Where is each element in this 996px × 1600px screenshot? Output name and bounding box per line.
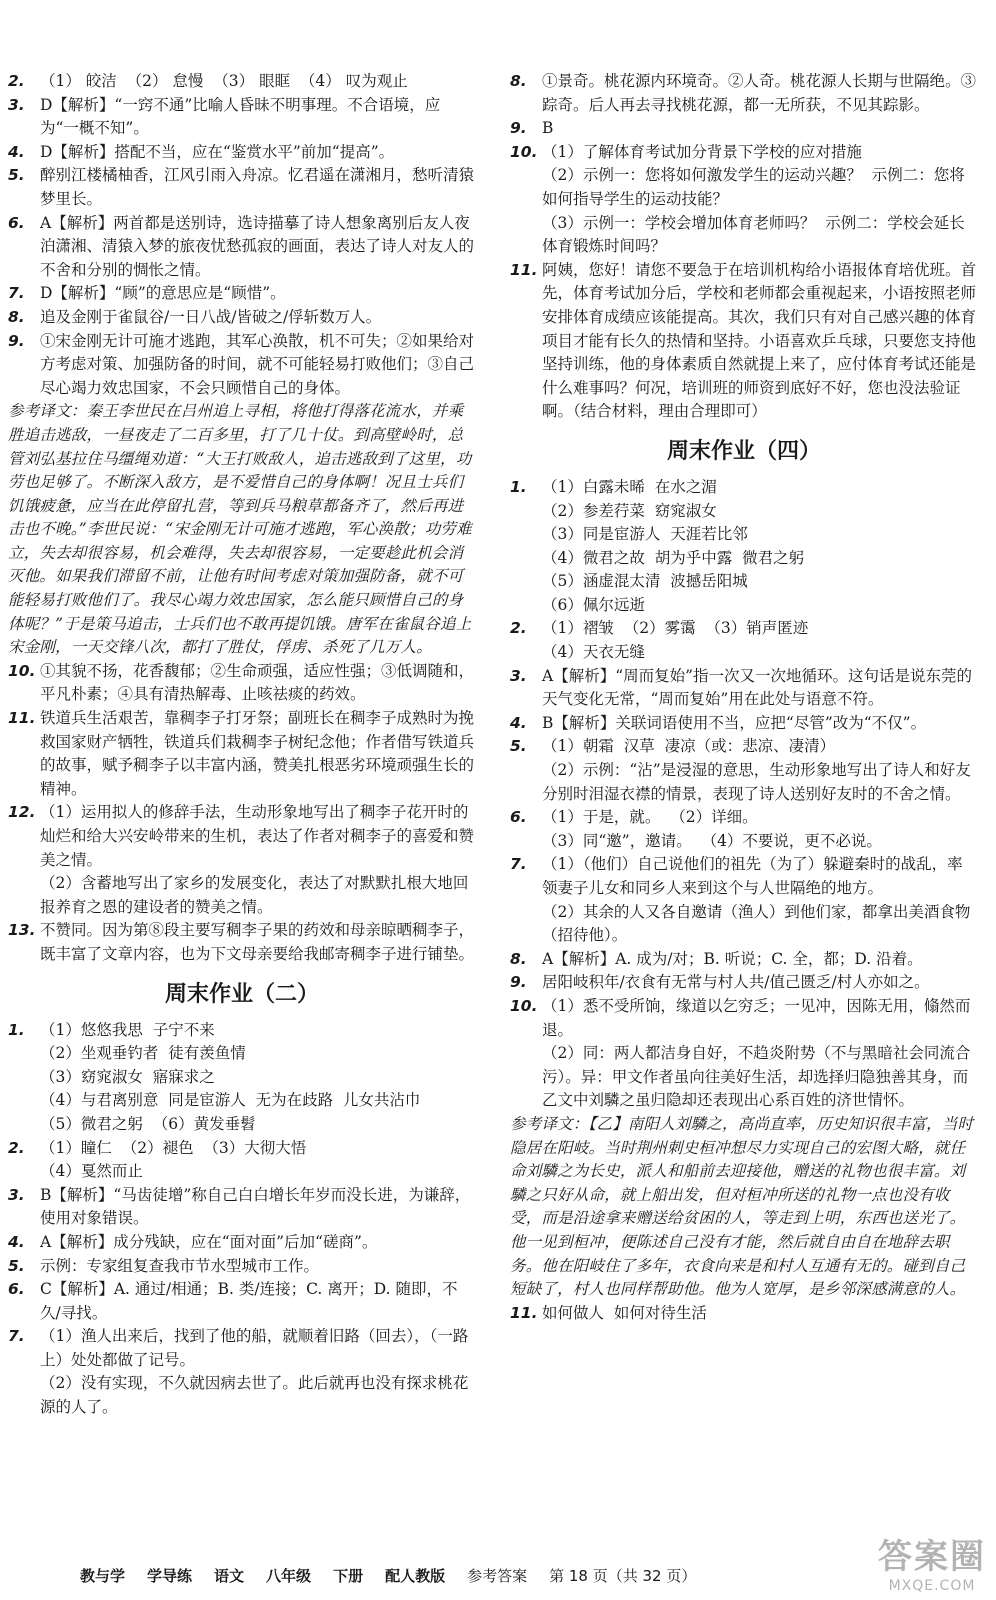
answer-text: （1）白露未晞 在水之湄 （2）参差荇菜 窈窕淑女 （3）同是宦游人 天涯若比邻 （4）微君之故 胡为乎中露 微君之躬 （5）涵虚混太清 波撼岳阳城 （6）佩尔远逝: [542, 477, 805, 614]
answer-list: [510, 70, 978, 424]
answer-text: A【解析】A. 成为/对；B. 听说；C. 全，都；D. 沿着。: [542, 949, 923, 968]
watermark-logo: [878, 1529, 986, 1594]
answer-text: 追及金刚于雀鼠谷/一日八战/皆破之/俘斩数万人。: [40, 307, 382, 326]
answer-list: [8, 660, 476, 967]
answer-text: 醉别江楼橘柚香，江风引雨入舟凉。忆君遥在潇湘月，愁听清猿梦里长。: [40, 166, 475, 208]
answer-number: 8.: [510, 949, 527, 968]
answer-item: [510, 476, 978, 618]
footer-volume: 下册: [333, 1567, 364, 1585]
answer-number: 8.: [510, 72, 527, 90]
answer-text: 铁道兵生活艰苦，靠稠李子打牙祭；副班长在稠李子成熟时为挽救国家财产牺牲，铁道兵们栽稠李子树纪念他；作者借写铁道兵的故事，赋予稠李子以丰富内涵，赞美扎根恶劣环境顽强生长的精神。: [40, 709, 475, 798]
answer-item: [8, 1231, 476, 1255]
answer-list: [510, 476, 978, 1113]
answer-item: [8, 660, 476, 707]
answer-list: [510, 1302, 978, 1326]
answer-list: [8, 70, 476, 400]
answer-item: [510, 617, 978, 664]
answer-number: 4.: [8, 1232, 25, 1251]
answer-number: 7.: [8, 1327, 25, 1346]
answer-item: [8, 1325, 476, 1419]
answer-number: 8.: [8, 307, 25, 326]
left-column: [8, 70, 476, 1420]
answer-item: [8, 70, 476, 94]
answer-text: （1）（他们）自己说他们的祖先（为了）躲避秦时的战乱，率领妻子儿女和同乡人来到这个与人世隔绝的地方。 （2）其余的人又各自邀请（渔人）到他们家，都拿出美酒食物（招待他）。: [542, 855, 971, 945]
answer-item: [8, 141, 476, 165]
answer-number: 6.: [8, 213, 25, 232]
answer-text: A【解析】成分残缺，应在“面对面”后加“磋商”。: [40, 1232, 378, 1251]
answer-number: 4.: [510, 713, 527, 732]
answer-number: 10.: [510, 996, 538, 1015]
answer-item: [8, 330, 476, 401]
footer-label: 参考答案: [467, 1567, 528, 1585]
answer-text: C【解析】A. 通过/相通；B. 类/连接；C. 离开；D. 随即，不久/寻找。: [40, 1280, 458, 1322]
answer-item: [510, 141, 978, 259]
answer-number: 2.: [8, 72, 25, 90]
footer-series: 学导练: [147, 1567, 193, 1585]
answer-text: B【解析】“马齿徒增”称自己白白增长年岁而没长进，为谦辞，使用对象错误。: [40, 1185, 471, 1228]
answer-item: [8, 801, 476, 919]
column-divider: [492, 70, 493, 1550]
section-title: 周末作业（四）: [666, 438, 821, 464]
answer-item: [510, 971, 978, 995]
page-footer: [80, 1565, 960, 1586]
answer-number: 5.: [510, 737, 527, 756]
footer-grade: 八年级: [266, 1567, 312, 1585]
answer-number: 6.: [8, 1280, 25, 1299]
answer-text: A【解析】“周而复始”指一次又一次地循环。这句话是说东莞的天气变化无常，“周而复始”用在此处与语意不符。: [542, 666, 973, 709]
answer-item: [510, 259, 978, 424]
answer-item: [510, 1302, 978, 1326]
answer-text: D【解析】“一窍不通”比喻人昏昧不明事理。不合语境，应为“一概不知”。: [40, 95, 441, 138]
answer-text: （1）悠悠我思 子宁不来 （2）坐观垂钓者 徒有羡鱼情 （3）窈窕淑女 寤寐求之 （4）与君离别意 同是宦游人 无为在歧路 儿女共沾巾 （5）微君之躬 （6）黄发垂髫: [40, 1020, 421, 1133]
answer-number: 2.: [510, 619, 527, 638]
answer-item: [8, 212, 476, 283]
answer-item: [8, 1255, 476, 1279]
answer-number: 11.: [510, 260, 538, 279]
answer-text: 阿姨，您好！请您不要急于在培训机构给小语报体育培优班。首先，体育考试加分后，学校和老师都会重视起来，小语按照老师安排体育成绩应该能提高。其次，我们只有对自己感兴趣的体育项目才能有长久的热情和坚持。小语喜欢乒乓球，只要您支持他坚持训练，他的身体素质自然就提上来了，应付体育考试还能是什么难事吗？何况，培训班的师资到底好不好，您也没法验证啊。（结合材料，理由合理即可）: [542, 260, 977, 421]
answer-number: 7.: [510, 855, 527, 874]
answer-text: （1）了解体育考试加分背景下学校的应对措施 （2）示例一：您将如何激发学生的运动兴趣？ 示例二：您将如何指导学生的运动技能？ （3）示例一：学校会增加体育老师吗？ 示例二：学校会延长体育锻炼时间吗？: [542, 142, 965, 256]
answer-text: （1）运用拟人的修辞手法，生动形象地写出了稠李子花开时的灿烂和给大兴安岭带来的生机，表达了作者对稠李子的喜爱和赞美之情。 （2）含蓄地写出了家乡的发展变化，表达了对默默扎根大地回报养育之恩的建设者的赞美之情。: [40, 803, 475, 916]
answer-text: D【解析】“顾”的意思应是“顾惜”。: [40, 284, 286, 303]
answer-text: （1）瞳仁 （2）褪色 （3）大彻大悟 （4）戛然而止: [40, 1138, 307, 1181]
answer-text: ①其貌不扬，花香馥郁；②生命顽强，适应性强；③低调随和，平凡朴素；④具有清热解毒、止咳祛痰的药效。: [40, 661, 475, 704]
answer-item: [510, 735, 978, 806]
watermark-url: MXQE.COM: [888, 1578, 976, 1594]
answer-item: [8, 94, 476, 141]
answer-number: 7.: [8, 284, 25, 303]
answer-item: [510, 853, 978, 947]
answer-number: 1.: [510, 477, 527, 496]
reference-translation: 参考译文：秦王李世民在吕州追上寻相，将他打得落花流水，并乘胜追击逃敌，一昼夜走了二百多里，打了几十仗。到高壁岭时，总管刘弘基拉住马缰绳劝道：“大王打败敌人，追击逃敌到了这里，功劳也足够了。不断深入敌方，是不爱惜自己的身体啊！况且士兵们饥饿疲惫，应当在此停留扎营，等到兵马粮草都备齐了，然后再进击也不晚。”李世民说：“宋金刚无计可施才逃跑，军心涣散；功劳难立，失去却很容易，机会难得，失去却很容易，一定要趁此机会消灭他。如果我们滞留不前，让他有时间考虑对策加强防备，就不可能轻易打败他们了。我尽心竭力效忠国家，怎么能只顾惜自己的身体呢？”于是策马追击，士兵们也不敢再提饥饿。唐军在雀鼠谷追上宋金刚，一天交锋八次，都打了胜仗，俘虏、杀死了几万人。: [8, 402, 472, 657]
answer-text: （1）朝霜 汉草 凄凉（或：悲凉、凄清） （2）示例：“沾”是浸湿的意思，生动形象地写出了诗人和好友分别时泪湿衣襟的情景，表现了诗人送别好友时的不舍之情。: [542, 737, 971, 803]
answer-text: （1）褶皱 （2）雾霭 （3）销声匿迹 （4）天衣无缝: [542, 619, 809, 662]
answer-number: 2.: [8, 1138, 25, 1157]
answer-text: （1）于是，就。 （2）详细。 （3）同“邀”，邀请。 （4）不要说，更不必说。: [542, 808, 882, 850]
answer-number: 9.: [510, 973, 527, 992]
answer-number: 6.: [510, 808, 527, 827]
section-title: 周末作业（二）: [164, 981, 319, 1007]
answer-text: 示例：专家组复查我市节水型城市工作。: [40, 1256, 320, 1275]
footer-book: 教与学: [80, 1567, 126, 1585]
answer-item: [8, 1278, 476, 1325]
answer-number: 11.: [8, 709, 36, 728]
answer-number: 9.: [510, 119, 527, 138]
answer-item: [8, 306, 476, 330]
answer-item: [8, 282, 476, 306]
answer-number: 4.: [8, 142, 25, 161]
answer-item: [510, 70, 978, 117]
footer-subject: 语文: [214, 1567, 245, 1585]
footer-edition: 配人教版: [385, 1567, 446, 1585]
answer-number: 5.: [8, 1256, 25, 1275]
answer-item: [510, 806, 978, 853]
answer-item: [510, 665, 978, 712]
answer-item: [510, 712, 978, 736]
answer-number: 13.: [8, 921, 36, 940]
answer-text: A【解析】两首都是送别诗，选诗描摹了诗人想象离别后友人夜泊潇湘、清猿入梦的旅夜忧愁孤寂的画面，表达了诗人对友人的不舍和分别的惆怅之情。: [40, 213, 475, 279]
answer-text: （1）渔人出来后，找到了他的船，就顺着旧路（回去），（一路上）处处都做了记号。 （2）没有实现，不久就因病去世了。此后就再也没有探求桃花源的人了。: [40, 1327, 469, 1417]
answer-text: （1） 皎洁 （2） 怠慢 （3） 眼眶 （4） 叹为观止: [40, 72, 408, 90]
reference-translation: 参考译文：【乙】南阳人刘驎之，高尚直率，历史知识很丰富，当时隐居在阳岐。当时荆州刺史桓冲想尽力实现自己的宏图大略，就任命刘驎之为长史，派人和船前去迎接他，赠送的礼物也很丰富。刘驎之只好从命，就上船出发，但对桓冲所送的礼物一点也没有收受，而是沿途拿来赠送给贫困的人，等走到上明，东西也送光了。他一见到桓冲，便陈述自己没有才能，然后就自由自在地辞去职务。他在阳岐住了多年，衣食向来是和村人互通有无的。碰到自己短缺了，村人也同样帮助他。他为人宽厚，是乡邻深感满意的人。: [510, 1114, 974, 1299]
answer-number: 10.: [510, 142, 538, 161]
answer-item: [510, 948, 978, 972]
answer-item: [8, 919, 476, 966]
answer-item: [8, 1019, 476, 1137]
answer-text: B【解析】关联词语使用不当，应把“尽管”改为“不仅”。: [542, 713, 927, 732]
answer-item: [510, 995, 978, 1113]
answer-number: 12.: [8, 803, 36, 822]
answer-text: 如何做人 如何对待生活: [542, 1303, 707, 1322]
right-column: [510, 70, 978, 1325]
answer-text: D【解析】搭配不当，应在“鉴赏水平”前加“提高”。: [40, 142, 395, 161]
answer-text: （1）悉不受所饷，缘道以乞穷乏；一见冲，因陈无用，翛然而退。 （2）同：两人都洁身自好，不趋炎附势（不与黑暗社会同流合污）。异：甲文作者虽向往美好生活，却选择归隐独善其身，而乙文中刘驎之虽归隐却还表现出心系百姓的济世情怀。: [542, 996, 971, 1110]
answer-text: 不赞同。因为第⑧段主要写稠李子果的药效和母亲晾晒稠李子，既丰富了文章内容，也为下文母亲要给我邮寄稠李子进行铺垫。: [40, 921, 475, 963]
page-number: 第 18 页（共 32 页）: [549, 1567, 697, 1585]
answer-text: B: [542, 119, 554, 138]
answer-number: 10.: [8, 661, 36, 680]
watermark-text: 答案圈: [878, 1537, 986, 1577]
answer-item: [8, 1137, 476, 1184]
answer-number: 9.: [8, 331, 25, 350]
answer-number: 3.: [8, 95, 25, 114]
answer-text: 居阳岐积年/衣食有无常与村人共/值己匮乏/村人亦如之。: [542, 973, 930, 992]
answer-number: 3.: [8, 1185, 25, 1204]
answer-text: ①景奇。桃花源内环境奇。②人奇。桃花源人长期与世隔绝。③踪奇。后人再去寻找桃花源，都一无所获，不见其踪影。: [542, 72, 977, 114]
answer-number: 3.: [510, 666, 527, 685]
answer-item: [8, 707, 476, 801]
answer-number: 11.: [510, 1303, 538, 1322]
answer-text: ①宋金刚无计可施才逃跑，其军心涣散，机不可失；②如果给对方考虑对策、加强防备的时间，就不可能轻易打败他们；③自己尽心竭力效忠国家，不会只顾惜自己的身体。: [40, 331, 475, 397]
answer-item: [8, 1184, 476, 1231]
answer-number: 1.: [8, 1020, 25, 1039]
answer-list: [8, 1019, 476, 1420]
answer-item: [510, 117, 978, 141]
answer-number: 5.: [8, 166, 25, 185]
answer-item: [8, 164, 476, 211]
